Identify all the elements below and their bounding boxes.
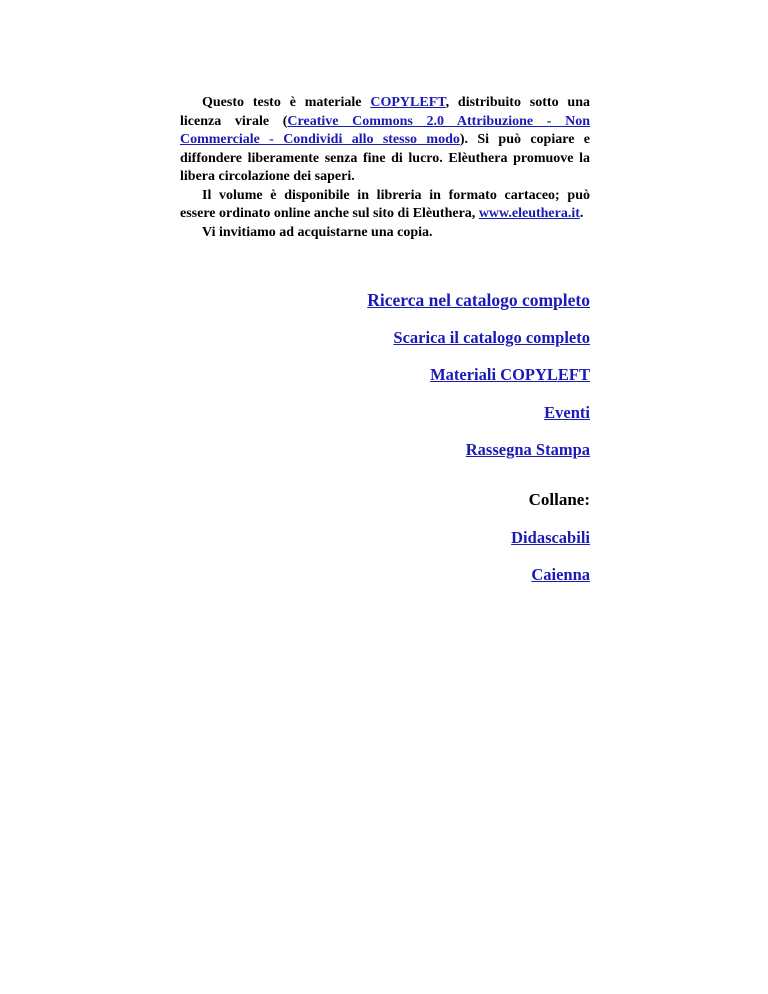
side-navigation [367, 290, 590, 603]
notice-text: Il volume è disponibile in libreria in formato cartaceo; può essere ordinato online anche sul sito di Elèuthera, [180, 187, 590, 221]
nav-spacer [367, 478, 590, 490]
download-catalog-link[interactable]: Scarica il catalogo completo [393, 327, 590, 347]
copyleft-notice [180, 94, 590, 242]
search-catalog-link[interactable]: Ricerca nel catalogo completo [367, 290, 590, 310]
press-review-link[interactable]: Rassegna Stampa [465, 440, 590, 459]
notice-text: Questo testo è materiale [202, 95, 371, 110]
events-link[interactable]: Eventi [544, 402, 590, 422]
series-heading: Collane: [528, 489, 590, 509]
copyleft-link[interactable]: COPYLEFT [370, 95, 446, 110]
series-link-caienna[interactable]: Caienna [531, 565, 590, 584]
nav-row [367, 565, 590, 603]
nav-row [367, 440, 590, 478]
notice-text: , distribuito sotto una licenza virale ( [180, 95, 591, 129]
series-link-didascabili[interactable]: Didascabili [511, 527, 590, 547]
copyleft-materials-link[interactable]: Materiali COPYLEFT [430, 365, 590, 384]
nav-row [367, 328, 590, 366]
nav-row [367, 528, 590, 566]
notice-text: . [579, 206, 584, 221]
nav-row [367, 365, 590, 403]
eleuthera-site-link[interactable]: www.eleuthera.it [478, 206, 580, 221]
notice-paragraph-license [180, 94, 590, 187]
nav-row [367, 290, 590, 328]
notice-text: ). Si può copiare e diffondere liberamente senza fine di lucro. Elèuthera promuove la libera circolazione dei saperi. [180, 132, 590, 184]
notice-paragraph-invite: Vi invitiamo ad acquistarne una copia. [202, 224, 433, 240]
license-link[interactable]: Creative Commons 2.0 Attribuzione - Non Commerciale - Condividi allo stesso modo [180, 113, 590, 147]
notice-paragraph-availability [180, 187, 590, 224]
nav-row [367, 403, 590, 441]
